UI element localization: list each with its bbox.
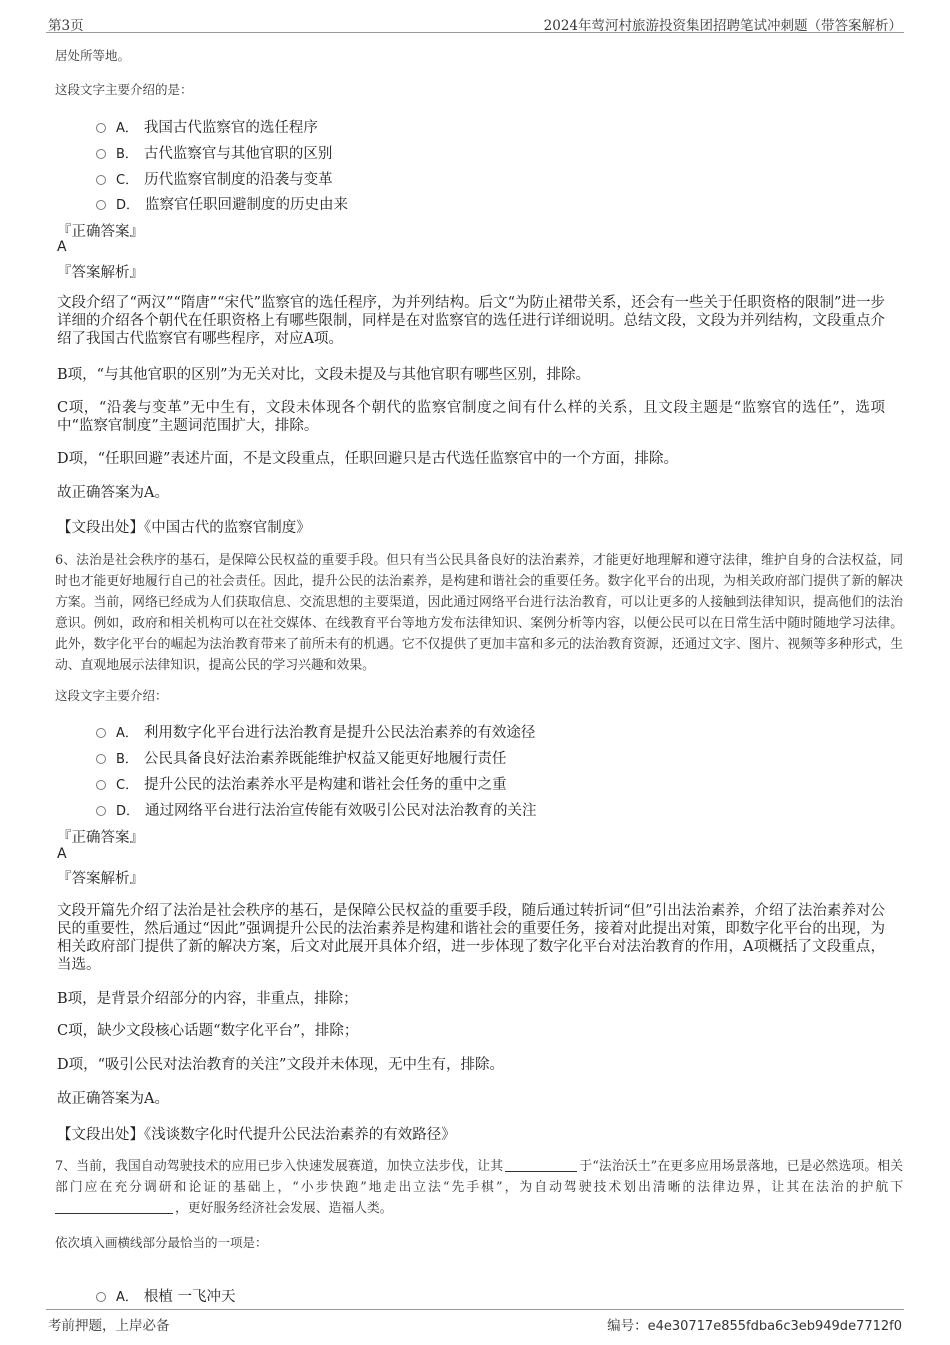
q5-analysis-d: D项，“任职回避”表述片面，不是文段重点，任职回避只是古代选任监察官中的一个方面，排除。	[57, 451, 678, 467]
page-header	[46, 12, 904, 33]
page-footer	[46, 1309, 904, 1334]
q6-option-d[interactable]: D． 通过网络平台进行法治宣传能有效吸引公民对法治教育的关注	[96, 799, 537, 820]
fill-blank-2[interactable]	[55, 1200, 173, 1214]
q6-prompt: 这段文字主要介绍：	[55, 688, 168, 703]
q5-option-c[interactable]: C． 历代监察官制度的沿袭与变革	[96, 168, 333, 189]
top-fragment: 居处所等地。	[55, 48, 131, 63]
q6-analysis-c: C项，缺少文段核心话题“数字化平台”，排除；	[57, 1023, 359, 1039]
radio-icon[interactable]	[96, 175, 106, 185]
page-number: 第3页	[48, 18, 84, 34]
q5-analysis-c: C项，“沿袭与变革”无中生有，文段未体现各个朝代的监察官制度之间有什么样的关系，且文段主题是“监察官的选任”，选项中“监察官制度”主题词范围扩大，排除。	[57, 400, 885, 434]
q6-conclusion: 故正确答案为A。	[57, 1091, 169, 1107]
radio-icon[interactable]	[96, 200, 106, 210]
q6-analysis-b: B项，是背景介绍部分的内容，非重点，排除；	[57, 991, 358, 1007]
q5-analysis-b: B项，“与其他官职的区别”为无关对比，文段未提及与其他官职有哪些区别，排除。	[57, 367, 590, 383]
radio-icon[interactable]	[96, 149, 106, 159]
q6-analysis-label: 『答案解析』	[57, 871, 144, 887]
q5-answer: A	[57, 239, 67, 255]
q6-answer: A	[57, 846, 67, 862]
q7-option-a[interactable]: A． 根植 一飞冲天	[96, 1285, 236, 1306]
document-title: 2024年莺河村旅游投资集团招聘笔试冲刺题（带答案解析）	[543, 18, 902, 34]
q5-option-b[interactable]: B． 古代监察官与其他官职的区别	[96, 142, 332, 163]
q6-answer-label: 『正确答案』	[57, 830, 144, 846]
q6-option-b[interactable]: B． 公民具备良好法治素养既能维护权益又能更好地履行责任	[96, 747, 506, 768]
radio-icon[interactable]	[96, 754, 106, 764]
document-id: 编号：e4e30717e855fdba6c3eb949de7712f0	[607, 1318, 902, 1334]
q5-analysis-label: 『答案解析』	[57, 265, 144, 281]
q5-answer-label: 『正确答案』	[57, 224, 144, 240]
radio-icon[interactable]	[96, 1292, 106, 1302]
q7-prompt: 依次填入画横线部分最恰当的一项是：	[55, 1235, 268, 1250]
q6-question: 6、法治是社会秩序的基石，是保障公民权益的重要手段。但只有当公民具备良好的法治素养，才能更好地理解和遵守法律，维护自身的合法权益，同时也才能更好地履行自己的社会责任。因此，提升公民的法治素养，是构建和谐社会的重要任务。数字化平台的出现，为相关政府部门提供了新的解决方案。当前，网络已经成为人们获取信息、交流思想的主要渠道，因此通过网络平台进行法治教育，可以让更多的人接触到法律知识，提高他们的法治意识。例如，政府和相关机构可以在社交媒体、在线教育平台等地方发布法律知识、案例分析等内容，以便公民可以在日常生活中随时随地学习法律。此外，数字化平台的崛起为法治教育带来了前所未有的机遇。它不仅提供了更加丰富和多元的法治教育资源，还通过文字、图片、视频等多种形式，生动、直观地展示法律知识，提高公民的学习兴趣和效果。	[55, 553, 903, 673]
q5-option-a[interactable]: A． 我国古代监察官的选任程序	[96, 116, 318, 137]
q6-analysis-d: D项，“吸引公民对法治教育的关注”文段并未体现，无中生有，排除。	[57, 1057, 504, 1073]
radio-icon[interactable]	[96, 728, 106, 738]
q7-question: 7、当前，我国自动驾驶技术的应用已步入快速发展赛道，加快立法步伐，让其 于“法治沃土”在更多应用场景落地，已是必然选项。相关部门应在充分调研和论证的基础上，“小步快跑”地走出立法“先手棋”，为自动驾驶技术划出清晰的法律边界，让其在法治的护航下，更好服务经济社会发展、造福人类。	[55, 1159, 903, 1216]
radio-icon[interactable]	[96, 123, 106, 133]
q6-source: 【文段出处】《浅谈数字化时代提升公民法治素养的有效路径》	[57, 1127, 456, 1143]
q5-conclusion: 故正确答案为A。	[57, 485, 169, 501]
radio-icon[interactable]	[96, 806, 106, 816]
q6-analysis-main: 文段开篇先介绍了法治是社会秩序的基石，是保障公民权益的重要手段，随后通过转折词“但”引出法治素养，介绍了法治素养对公民的重要性，然后通过“因此”强调提升公民的法治素养是构建和谐社会的重要任务，接着对此提出对策，即数字化平台的出现，为相关政府部门提供了新的解决方案，后文对此展开具体介绍，进一步体现了数字化平台对法治教育的作用，A项概括了文段重点，当选。	[57, 903, 885, 973]
q6-option-c[interactable]: C． 提升公民的法治素养水平是构建和谐社会任务的重中之重	[96, 773, 507, 794]
q5-option-d[interactable]: D． 监察官任职回避制度的历史由来	[96, 193, 348, 214]
fill-blank-1[interactable]	[505, 1158, 577, 1172]
q5-analysis-main: 文段介绍了“两汉”“隋唐”“宋代”监察官的选任程序，为并列结构。后文“为防止裙带关系，还会有一些关于任职资格的限制”进一步详细的介绍各个朝代在任职资格上有哪些限制，同样是在对监察官的选任进行详细说明。总结文段，文段为并列结构，文段重点介绍了我国古代监察官有哪些程序，对应A项。	[57, 295, 885, 347]
q5-prompt: 这段文字主要介绍的是：	[55, 82, 193, 97]
q5-source: 【文段出处】《中国古代的监察官制度》	[57, 520, 311, 536]
footer-slogan: 考前押题，上岸必备	[48, 1318, 170, 1334]
q6-option-a[interactable]: A． 利用数字化平台进行法治教育是提升公民法治素养的有效途径	[96, 721, 535, 742]
radio-icon[interactable]	[96, 780, 106, 790]
